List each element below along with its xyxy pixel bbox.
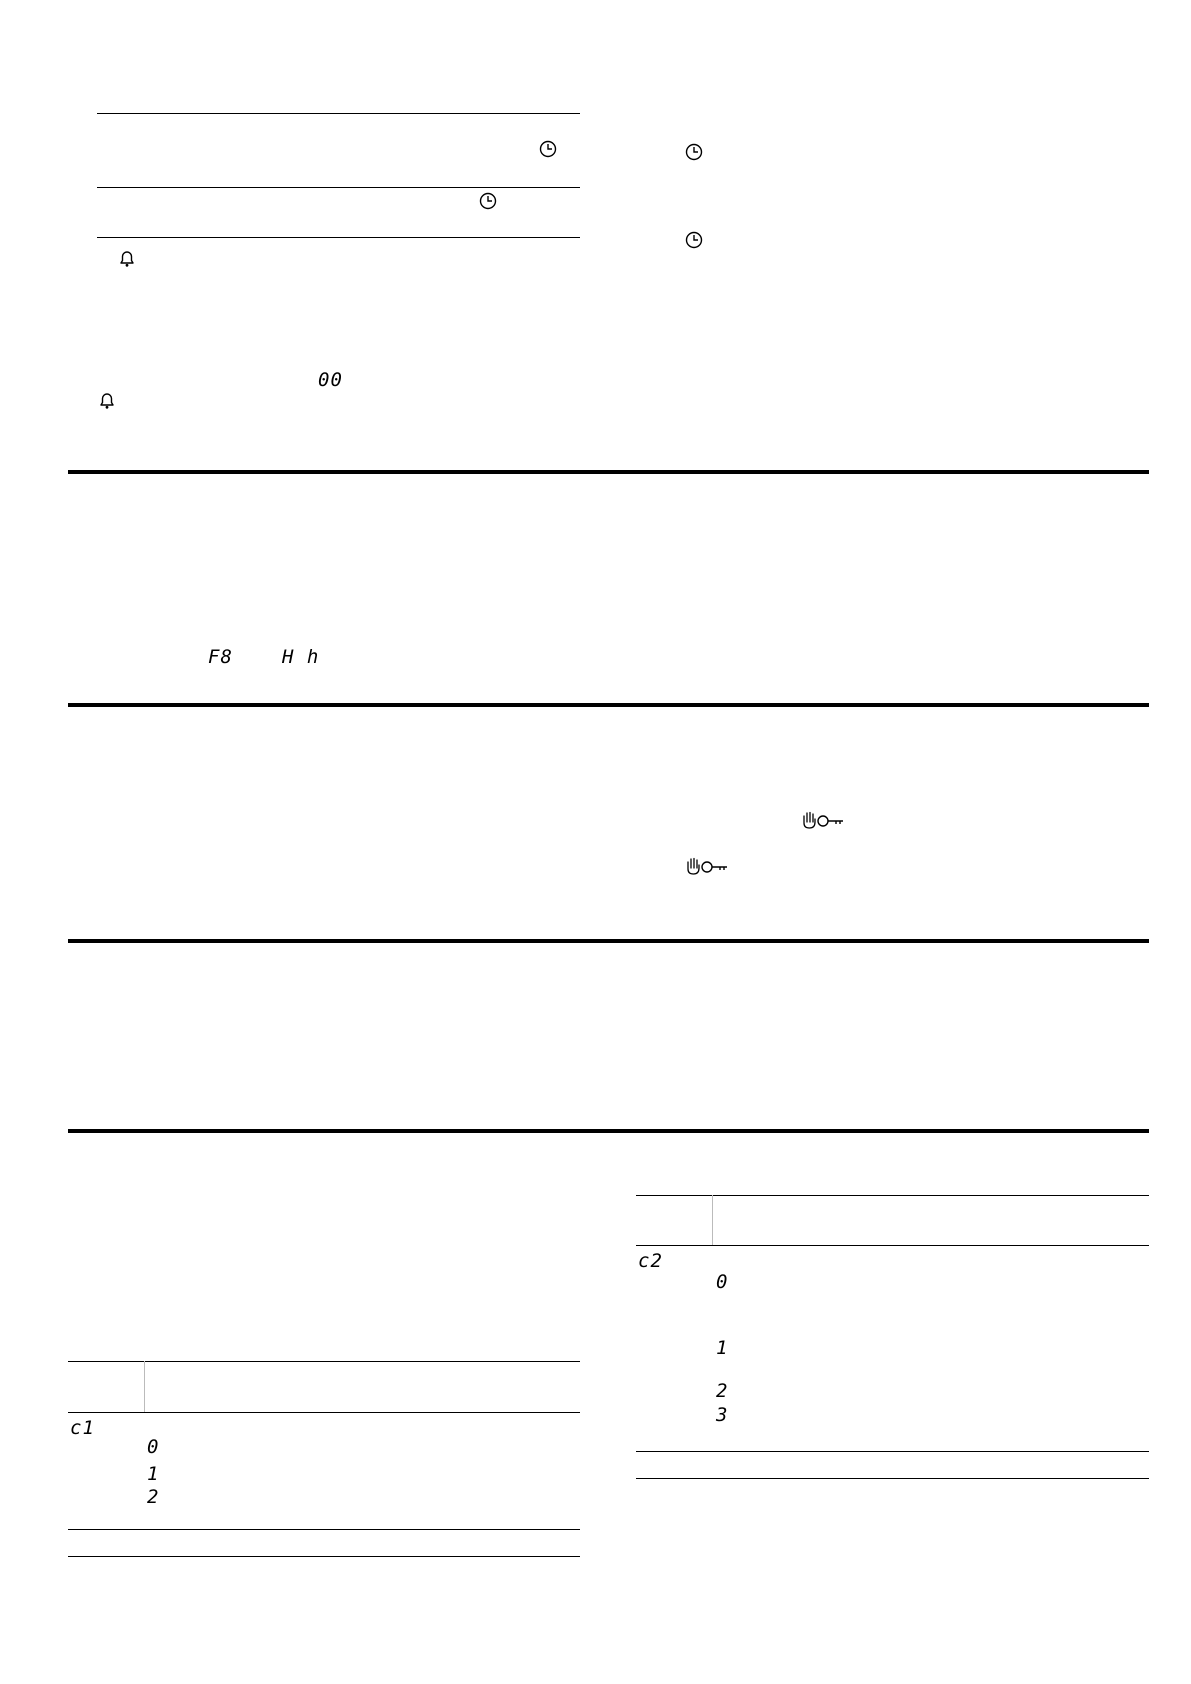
display-code-residual-heat: H h: [282, 646, 320, 668]
table-rule: [636, 1478, 1149, 1479]
table-rule: [97, 237, 580, 238]
setting-value: 0: [716, 1271, 729, 1293]
setting-value: 2: [147, 1486, 160, 1508]
table-rule: [68, 1556, 580, 1557]
setting-code-c1: c1: [70, 1417, 95, 1439]
table-rule: [68, 1412, 580, 1413]
table-rule: [636, 1245, 1149, 1246]
table-rule: [97, 113, 580, 114]
display-code-fault: F8: [208, 646, 233, 668]
section-divider: [68, 1129, 1149, 1133]
clock-icon: [685, 231, 703, 249]
setting-code-c2: c2: [638, 1250, 663, 1272]
section-divider: [68, 703, 1149, 707]
display-code-00: 00: [318, 369, 343, 391]
table-rule: [636, 1451, 1149, 1452]
setting-value: 0: [147, 1436, 160, 1458]
clock-icon: [539, 140, 557, 158]
setting-value: 2: [716, 1380, 729, 1402]
bell-icon: [117, 248, 137, 268]
hand-key-icon: [801, 810, 845, 830]
section-divider: [68, 939, 1149, 943]
clock-icon: [479, 192, 497, 210]
table-column-rule: [144, 1361, 145, 1413]
setting-value: 1: [147, 1463, 160, 1485]
hand-key-icon: [685, 856, 729, 876]
bell-icon: [97, 390, 117, 410]
table-rule: [97, 187, 580, 188]
clock-icon: [685, 143, 703, 161]
setting-value: 1: [716, 1337, 729, 1359]
table-column-rule: [712, 1195, 713, 1245]
section-divider: [68, 470, 1149, 474]
setting-value: 3: [716, 1404, 729, 1426]
table-rule: [68, 1529, 580, 1530]
